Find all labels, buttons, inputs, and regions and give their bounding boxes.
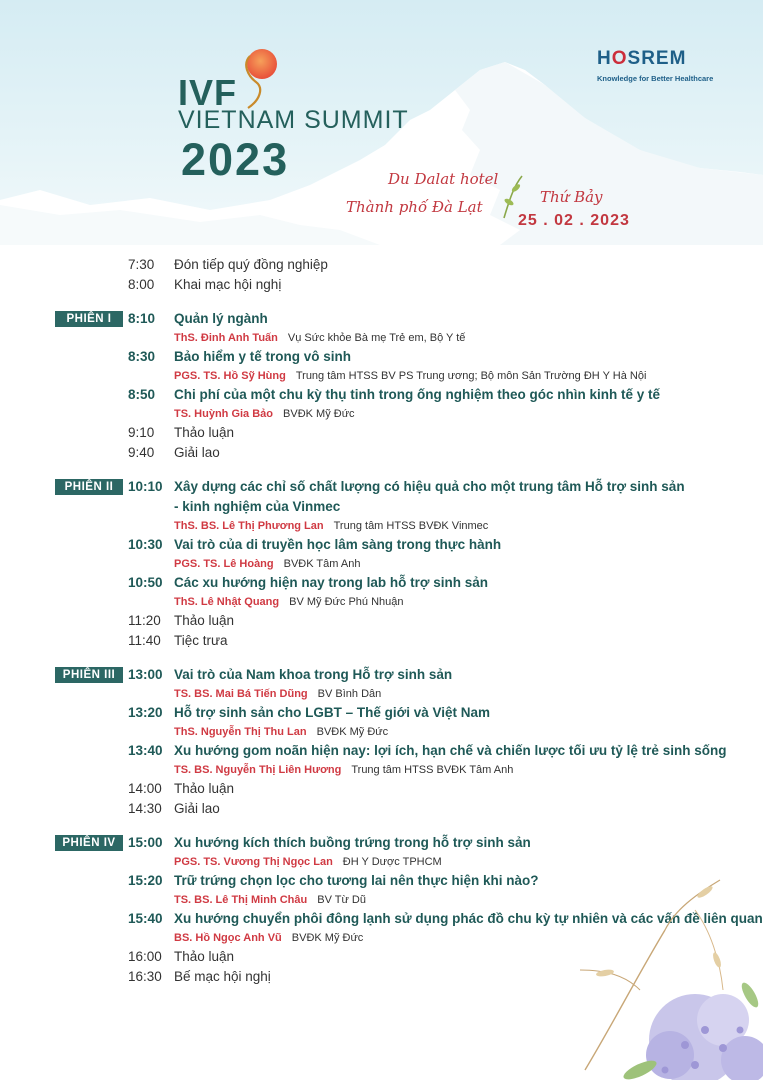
row-time: 13:40 bbox=[128, 743, 163, 758]
talk-title: Xây dựng các chỉ số chất lượng có hiệu quả cho một trung tâm Hỗ trợ sinh sản bbox=[174, 479, 685, 494]
hosrem-tagline: Knowledge for Better Healthcare bbox=[597, 74, 714, 83]
row-title: Thảo luận bbox=[174, 613, 235, 628]
row-time: 13:20 bbox=[128, 705, 163, 720]
speaker-name: PGS. TS. Vương Thị Ngọc Lan bbox=[174, 856, 333, 868]
venue-day: Thứ Bảy bbox=[540, 188, 603, 206]
schedule-row bbox=[0, 799, 763, 819]
speaker-org: BV Mỹ Đức Phú Nhuận bbox=[289, 596, 404, 608]
speaker-org: Vụ Sức khỏe Bà mẹ Trẻ em, Bộ Y tế bbox=[287, 332, 466, 344]
row-time: 8:50 bbox=[128, 387, 156, 402]
speaker-row bbox=[0, 329, 763, 347]
talk-title: Hỗ trợ sinh sản cho LGBT – Thế giới và Việt Nam bbox=[174, 705, 491, 720]
row-title: Giải lao bbox=[174, 801, 220, 816]
speaker-row bbox=[0, 685, 763, 703]
speaker-name: ThS. BS. Lê Thị Phương Lan bbox=[174, 520, 324, 532]
speaker-name: TS. BS. Mai Bá Tiến Dũng bbox=[174, 688, 308, 700]
speaker-row bbox=[0, 555, 763, 573]
row-time: 16:30 bbox=[128, 969, 162, 984]
talk-row bbox=[0, 573, 763, 593]
row-title: Giải lao bbox=[174, 445, 220, 460]
talk-title-continuation bbox=[0, 497, 763, 517]
schedule-row bbox=[0, 423, 763, 443]
speaker-name: ThS. Nguyễn Thị Thu Lan bbox=[174, 726, 307, 738]
row-time: 10:30 bbox=[128, 537, 163, 552]
speaker-row bbox=[0, 517, 763, 535]
hosrem-logo-o: O bbox=[611, 48, 628, 69]
talk-title: Các xu hướng hiện nay trong lab hỗ trợ sinh sản bbox=[174, 575, 489, 590]
speaker-name: ThS. Đinh Anh Tuấn bbox=[174, 332, 278, 344]
row-title: Bế mạc hội nghị bbox=[174, 969, 271, 984]
row-time: 9:10 bbox=[128, 425, 155, 440]
logo-year: 2023 bbox=[181, 134, 290, 185]
speaker-name: PGS. TS. Lê Hoàng bbox=[174, 558, 274, 570]
row-time: 10:50 bbox=[128, 575, 163, 590]
speaker-name: TS. Huỳnh Gia Bảo bbox=[174, 408, 274, 420]
header-banner bbox=[0, 0, 763, 245]
talk-title: Xu hướng kích thích buồng trứng trong hỗ trợ sinh sản bbox=[174, 835, 531, 850]
talk-title: Xu hướng gom noãn hiện nay: lợi ích, hạn chế và chiến lược tối ưu tỷ lệ trẻ sinh sống bbox=[174, 743, 727, 758]
row-time: 11:40 bbox=[128, 633, 161, 648]
speaker-row bbox=[0, 853, 763, 871]
speaker-row bbox=[0, 761, 763, 779]
speaker-org: BVĐK Tâm Anh bbox=[283, 558, 361, 570]
speaker-org: Trung tâm HTSS BVĐK Vinmec bbox=[333, 520, 489, 532]
speaker-org: BVĐK Mỹ Đức bbox=[316, 726, 389, 738]
row-title: Đón tiếp quý đồng nghiệp bbox=[174, 257, 328, 272]
row-time: 8:00 bbox=[128, 277, 155, 292]
talk-title: Chi phí của một chu kỳ thụ tinh trong ống nghiệm theo góc nhìn kinh tế y tế bbox=[174, 387, 660, 402]
row-title: Thảo luận bbox=[174, 425, 235, 440]
row-time: 16:00 bbox=[128, 949, 162, 964]
speaker-name: TS. BS. Nguyễn Thị Liên Hương bbox=[174, 764, 342, 776]
speaker-name: ThS. Lê Nhật Quang bbox=[174, 596, 280, 608]
talk-row bbox=[0, 741, 763, 761]
talk-title: Bảo hiểm y tế trong vô sinh bbox=[174, 349, 352, 364]
talk-title: Trữ trứng chọn lọc cho tương lai nên thực hiện khi nào? bbox=[174, 873, 539, 888]
venue-hotel: Du Dalat hotel bbox=[388, 170, 499, 188]
row-title: Khai mạc hội nghị bbox=[174, 277, 282, 292]
row-time: 11:20 bbox=[128, 613, 161, 628]
speaker-row bbox=[0, 723, 763, 741]
talk-title: Xu hướng chuyển phôi đông lạnh sử dụng phác đồ chu kỳ tự nhiên và các vấn đề liên quan bbox=[174, 911, 763, 926]
speaker-name: PGS. TS. Hồ Sỹ Hùng bbox=[174, 370, 286, 382]
row-time: 8:10 bbox=[128, 311, 156, 326]
row-time: 14:30 bbox=[128, 801, 162, 816]
row-time: 15:20 bbox=[128, 873, 163, 888]
talk-title: Quản lý ngành bbox=[174, 311, 268, 326]
schedule-row bbox=[0, 779, 763, 799]
flower-decoration-icon bbox=[545, 870, 763, 1080]
row-title: Tiệc trưa bbox=[174, 633, 228, 648]
talk-title: Vai trò của di truyền học lâm sàng trong thực hành bbox=[174, 537, 502, 552]
session-badge: PHIÊN III bbox=[55, 667, 123, 683]
row-time: 13:00 bbox=[128, 667, 163, 682]
talk-row bbox=[0, 665, 763, 685]
speaker-org: Trung tâm HTSS BV PS Trung ương; Bộ môn Sản Trường ĐH Y Hà Nội bbox=[295, 370, 647, 382]
talk-title: Vai trò của Nam khoa trong Hỗ trợ sinh sản bbox=[174, 667, 453, 682]
row-title: Thảo luận bbox=[174, 949, 235, 964]
talk-row bbox=[0, 833, 763, 853]
row-time: 10:10 bbox=[128, 479, 163, 494]
speaker-org: BVĐK Mỹ Đức bbox=[291, 932, 364, 944]
session-badge: PHIÊN IV bbox=[55, 835, 123, 851]
logo-ivf-text: IVF bbox=[178, 72, 238, 113]
logo-subtitle: VIETNAM SUMMIT bbox=[178, 106, 409, 134]
row-time: 14:00 bbox=[128, 781, 162, 796]
speaker-row bbox=[0, 367, 763, 385]
event-date: 25 . 02 . 2023 bbox=[518, 212, 630, 229]
session-badge: PHIÊN I bbox=[55, 311, 123, 327]
row-time: 7:30 bbox=[128, 257, 155, 272]
row-time: 8:30 bbox=[128, 349, 156, 364]
speaker-row bbox=[0, 405, 763, 423]
speaker-org: BVĐK Mỹ Đức bbox=[283, 408, 355, 420]
speaker-name: TS. BS. Lê Thị Minh Châu bbox=[174, 894, 308, 906]
schedule-row bbox=[0, 631, 763, 651]
speaker-org: ĐH Y Dược TPHCM bbox=[342, 856, 442, 868]
row-time: 9:40 bbox=[128, 445, 155, 460]
talk-row bbox=[0, 309, 763, 329]
schedule-row bbox=[0, 443, 763, 463]
talk-row bbox=[0, 347, 763, 367]
speaker-org: BV Từ Dũ bbox=[317, 894, 366, 906]
session-badge: PHIÊN II bbox=[55, 479, 123, 495]
speaker-row bbox=[0, 593, 763, 611]
row-title: Thảo luận bbox=[174, 781, 235, 796]
schedule-row bbox=[0, 275, 763, 295]
schedule-row bbox=[0, 611, 763, 631]
speaker-org: BV Bình Dân bbox=[317, 688, 382, 700]
schedule-row bbox=[0, 255, 763, 275]
venue-city: Thành phố Đà Lạt bbox=[346, 198, 483, 216]
speaker-org: Trung tâm HTSS BVĐK Tâm Anh bbox=[351, 764, 514, 776]
talk-row bbox=[0, 535, 763, 555]
row-time: 15:00 bbox=[128, 835, 163, 850]
talk-row bbox=[0, 477, 763, 497]
speaker-name: BS. Hồ Ngọc Anh Vũ bbox=[174, 932, 282, 944]
talk-row bbox=[0, 703, 763, 723]
talk-row bbox=[0, 385, 763, 405]
row-time: 15:40 bbox=[128, 911, 163, 926]
hosrem-logo: HOSREM bbox=[597, 48, 687, 69]
talk-title-cont: - kinh nghiệm của Vinmec bbox=[174, 499, 341, 514]
